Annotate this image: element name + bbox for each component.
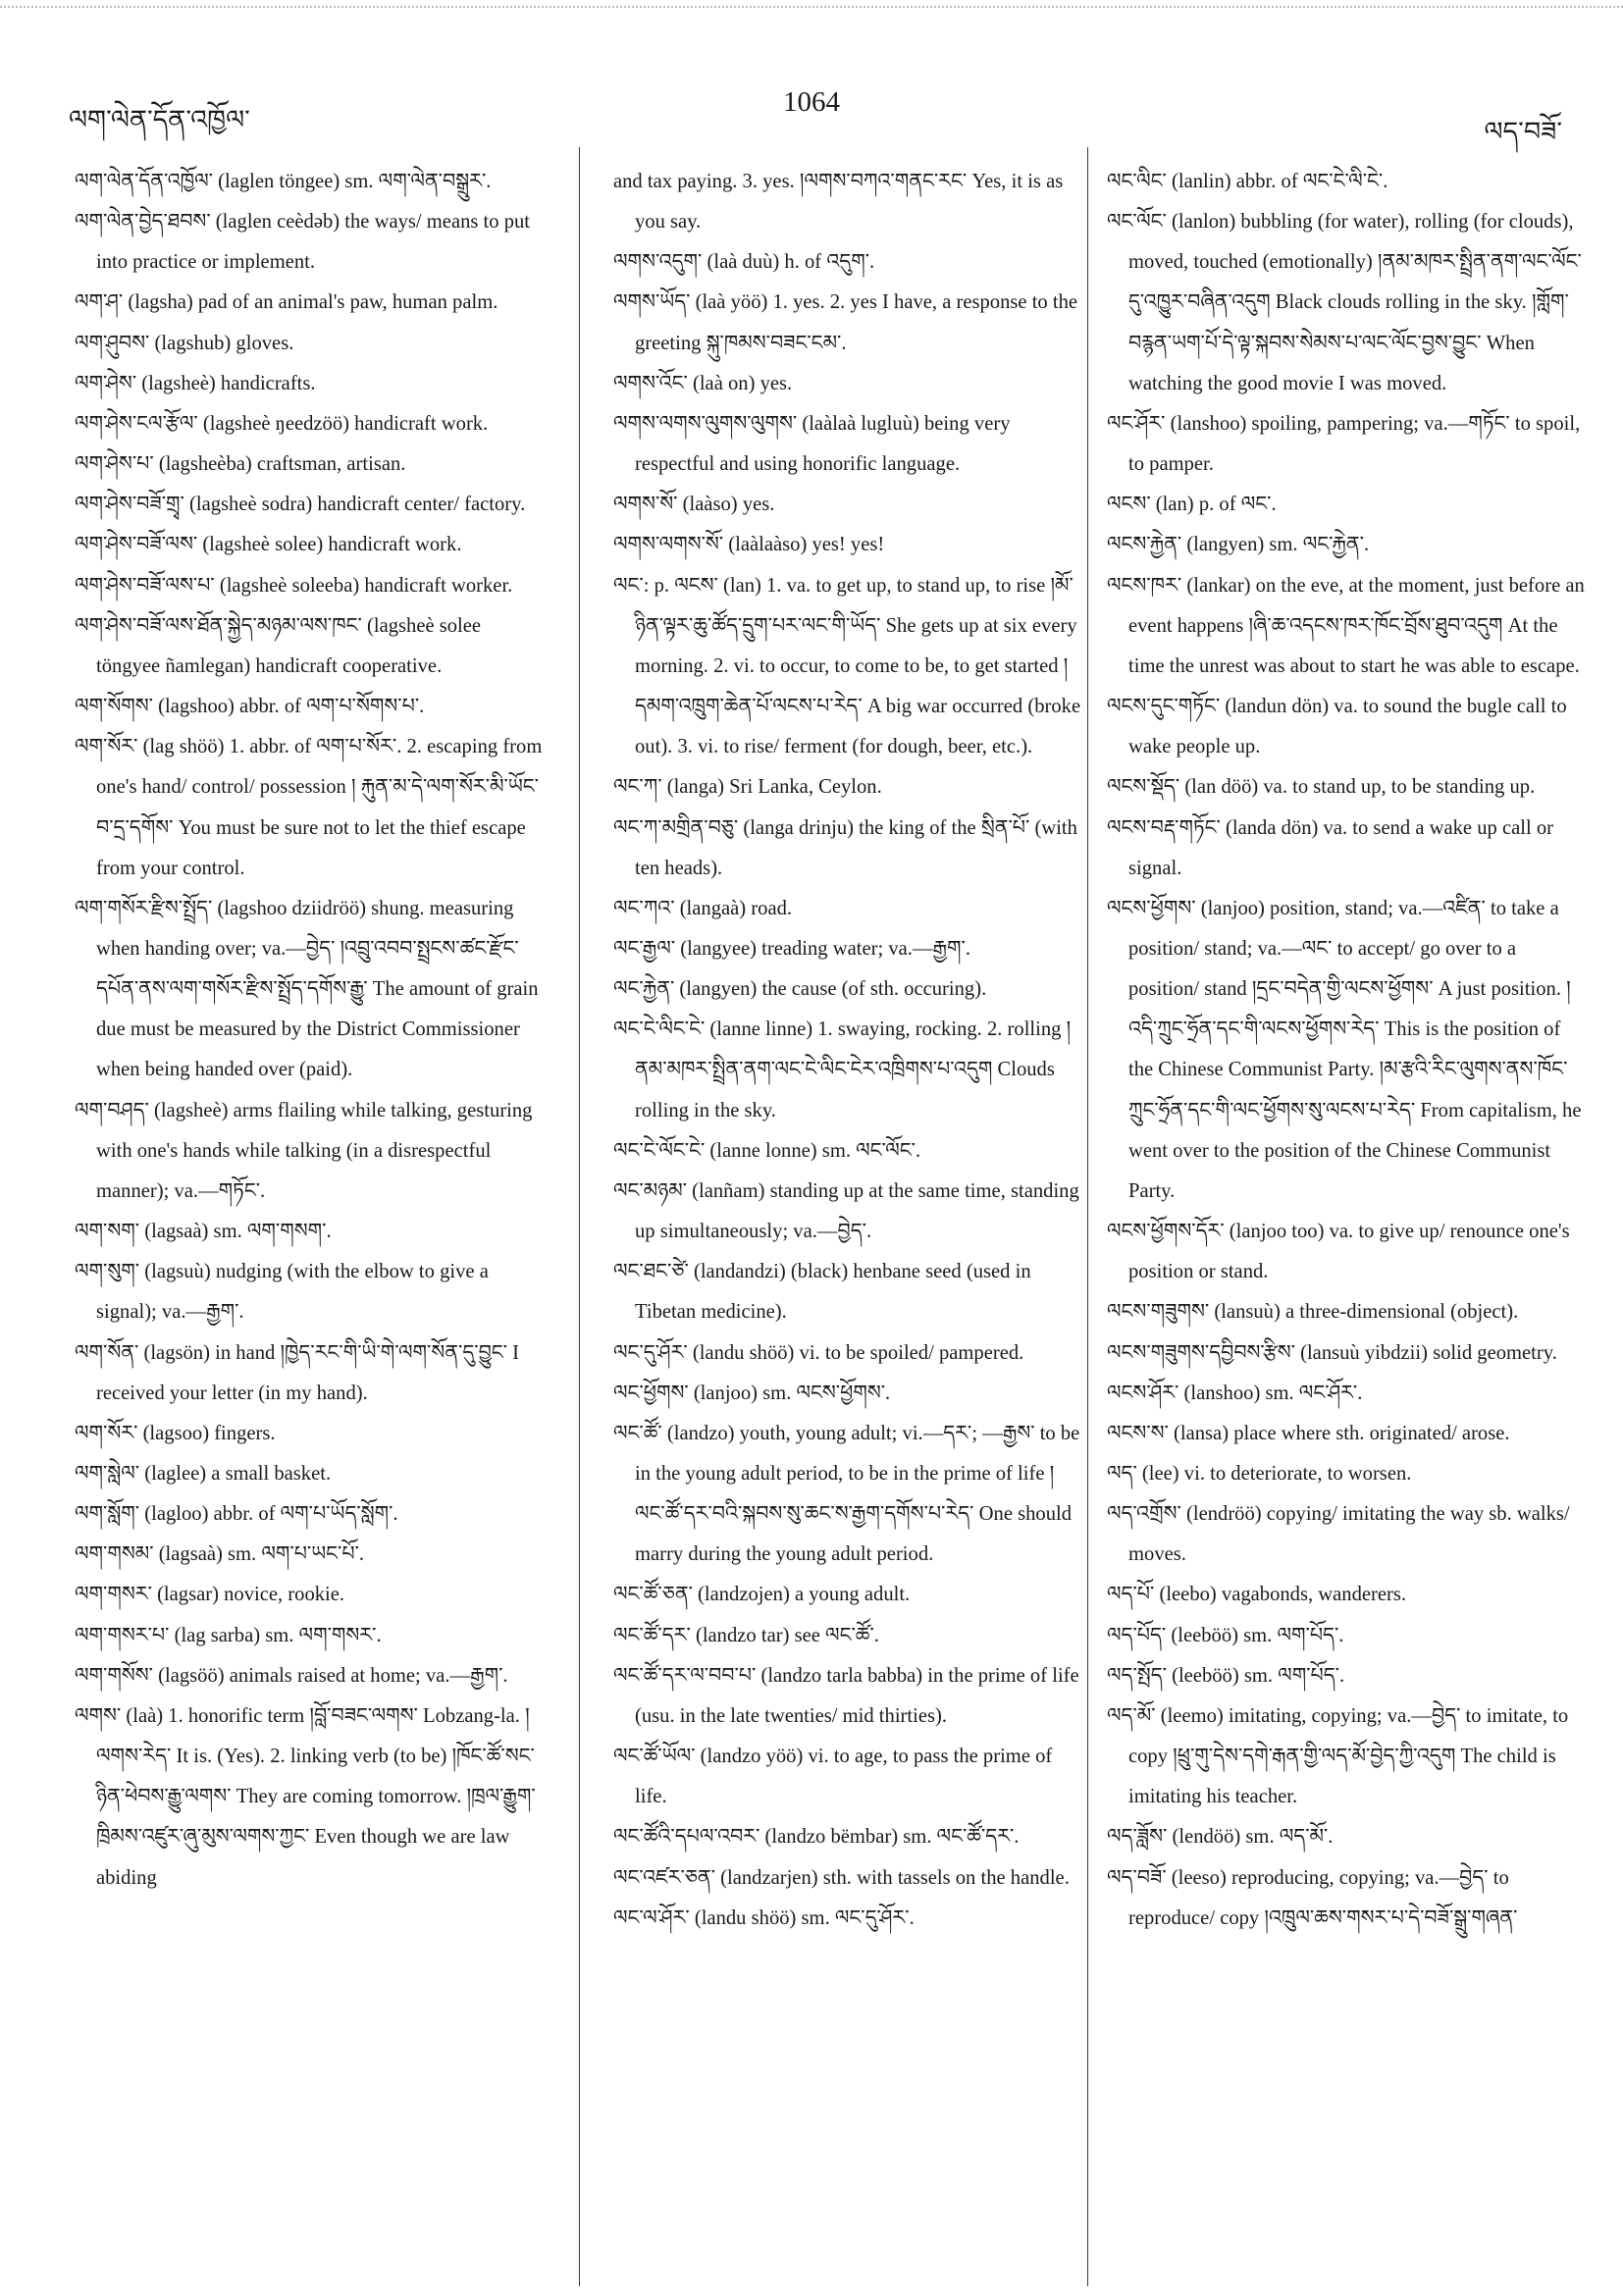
dictionary-entry: ལགས་ལགས་སོ་ (laàlaàso) yes! yes! (613, 534, 885, 556)
dictionary-entry: ལང་འཛར་ཅན་ (landzarjen) sth. with tassels on the handle. (613, 1866, 1070, 1889)
dictionary-entry: ལང་ཀ་མགྲིན་བཅུ་ (langa drinju) the king of the སྲིན་པོ་ (with ten heads). (613, 816, 1077, 879)
dictionary-entry: and tax paying. 3. yes. །ལགས་བཀའ་གནང་རང་ Yes, it is as you say. (613, 171, 1064, 234)
dictionary-entry: ལངས་དུང་གཏོང་ (landun dön) va. to sound the bugle call to wake people up. (1107, 696, 1567, 758)
dictionary-entry: ལངས་སྡོད་ (lan döö) va. to stand up, to be standing up. (1107, 776, 1536, 799)
dictionary-entry: ལང་ལོང་ (lanlon) bubbling (for water), rolling (for clouds), moved, touched (emotionally) །ནམ་མཁར་སྤྲིན་ནག་ལང་ལོང་དུ་འཁྱུར་བཞིན་འདུག Black clouds rolling in the sky. །གློག་བརྙན་ཡག་པོ་དེ་ལྟ་སྐབས་སེམས་པ་ལང་ལོང་བྱས་བྱུང་ When watching the good movie I was moved. (1107, 211, 1582, 394)
dictionary-entry: ལག་ཤེས་ངལ་རྩོལ་ (lagsheè ŋeedzöö) handicraft work. (75, 412, 489, 435)
dictionary-entry: ལག་གསམ་ (lagsaà) sm. ལག་པ་ཡང་པོ་. (75, 1543, 365, 1566)
dictionary-entry: ལད་བཟོ་ (leeso) reproducing, copying; va.—བྱེད་ to reproduce/ copy །འཁྲུལ་ཆས་གསར་པ་དེ་བཟོ་སྒྲུ་གཞན་ (1107, 1866, 1518, 1929)
dictionary-entry: ལངས་ཕྱོགས་དོར་ (lanjoo too) va. to give up/ renounce one's position or stand. (1107, 1221, 1570, 1283)
dictionary-entry: ལང་ཚོ་ཅན་ (landzojen) a young adult. (613, 1584, 911, 1606)
dictionary-entry: ལག་སོན་ (lagsön) in hand །ཁྱེད་རང་གི་ཡི་གེ་ལག་སོན་དུ་བྱུང་ I received your letter (in my hand). (75, 1341, 519, 1404)
column-divider-2 (1087, 147, 1088, 2286)
column-divider-1 (579, 147, 580, 2286)
dictionary-entry: ལག་གསར་པ་ (lag sarba) sm. ལག་གསར་. (75, 1624, 382, 1646)
dictionary-entry: ལག་ལེན་བྱེད་ཐབས་ (laglen ceèdəb) the ways/ means to put into practice or implement. (75, 211, 531, 274)
dictionary-entry: ལད་ (lee) vi. to deteriorate, to worsen. (1107, 1463, 1412, 1485)
dictionary-entry: ལད་ཟློས་ (lendöö) sm. ལད་མོ་. (1107, 1826, 1334, 1849)
dictionary-entry: ལགས་ (laà) 1. honorific term །བློ་བཟང་ལགས་ Lobzang-la. །ལགས་རེད་ It is. (Yes). 2. linking verb (to be) །ཁོང་ཚོ་སང་ཉིན་ཕེབས་རྒྱུ་ལགས་ They are coming tomorrow. །ཁྲལ་རྒྱུག་ཁྲིམས་འཛུར་ཞུ་མུས་ལགས་ཀྱང་ Even though we are law abiding (75, 1704, 536, 1889)
dictionary-entry: ལངས་ཕྱོགས་ (lanjoo) position, stand; va.—འཛིན་ to take a position/ stand; va.—ལང་ to accept/ go over to a position/ stand །དྲང་བདེན་གྱི་ལངས་ཕྱོགས་ A just position. །འདི་ཀྲུང་ཧྲོན་དང་གི་ལངས་ཕྱོགས་རེད་ This is the position of the Chinese Communist Party. །མ་རྩའི་རིང་ལུགས་ནས་ཁོང་ཀྲུང་ཧྲོན་དང་གི་ལང་ཕྱོགས་སུ་ལངས་པ་རེད་ From capitalism, he went over to the position of the Chinese Communist Party. (1107, 897, 1582, 1202)
dictionary-entry: ལད་པོ་ (leebo) vagabonds, wanderers. (1107, 1584, 1407, 1606)
dictionary-entry: ལང་ཕྱོགས་ (lanjoo) sm. ལངས་ཕྱོགས་. (613, 1382, 891, 1404)
dictionary-entry: ལང་དུ་ཤོར་ (landu shöö) vi. to be spoiled/ pampered. (613, 1341, 1024, 1364)
dictionary-entry: ལངས་བརྡ་གཏོང་ (landa dön) va. to send a wake up call or signal. (1107, 816, 1553, 879)
dictionary-entry: ལག་སླེལ་ (laglee) a small basket. (75, 1463, 332, 1485)
dictionary-entry: ལགས་འདུག་ (laà duù) h. of འདུག་. (613, 251, 875, 274)
dictionary-entry: ལངས་ཤོར་ (lanshoo) sm. ལང་ཤོར་. (1107, 1382, 1363, 1404)
dictionary-entry: ལང་ལིང་ (lanlin) abbr. of ལང་ངེ་ལི་ངེ་. (1107, 171, 1388, 192)
dictionary-entry: ལང་ཚོའི་དཔལ་འབར་ (landzo bëmbar) sm. ལང་ཚོ་དར་. (613, 1826, 1020, 1849)
dictionary-entry: ལངས་ཁར་ (lankar) on the eve, at the moment, just before an event happens །ཞི་ཆ་འདངས་ཁར་ཁོང་བྲོས་ཐུབ་འདུག At the time the unrest was about to start he was able to escape. (1107, 574, 1585, 677)
dictionary-entry: ལང་རྒྱལ་ (langyee) treading water; va.—རྒྱག་. (613, 937, 970, 960)
dictionary-entry: ལངས་རྐྱེན་ (langyen) sm. ལང་རྐྱེན་. (1107, 534, 1370, 556)
dictionary-entry: ལག་སག་ (lagsaà) sm. ལག་གསག་. (75, 1221, 332, 1243)
header-left-headword: ལག་ལེན་དོན་འཁྱོལ་ (69, 105, 250, 134)
dictionary-entry: ལང་ཚོ་དར་ (landzo tar) see ལང་ཚོ་. (613, 1624, 879, 1646)
dictionary-entry: ལག་སོར་ (lagsoo) fingers. (75, 1422, 276, 1444)
dictionary-entry: ལགས་ལགས་ལུགས་ལུགས་ (laàlaà lugluù) being very respectful and using honorific language. (613, 412, 1011, 476)
header-right-headword: ལད་བཟོ་ (1484, 117, 1562, 146)
dictionary-entry: ལག་ཤེས་བཟོ་ལས་ (lagsheè solee) handicraft work. (75, 534, 462, 556)
dictionary-entry: ལགས་འོང་ (laà on) yes. (613, 372, 793, 394)
dictionary-entry: ལང་ཀའ་ (langaà) road. (613, 897, 793, 919)
dictionary-entry: ལང་: p. ལངས་ (lan) 1. va. to get up, to stand up, to rise །མོ་ཉིན་ལྟར་ཆུ་ཚོད་དྲུག་པར་ལང་གི་ཡོད་ She gets up at six every morning. 2. vi. to occur, to come to be, to get started །དམག་འཁྲུག་ཆེན་པོ་ལངས་པ་རེད་ A big war occurred (broke out). 3. vi. to rise/ ferment (for dough, beer, etc.). (613, 574, 1081, 758)
dictionary-entry: ལག་ཤེས་བཟོ་ལས་ཐོན་སྐྱེད་མཉམ་ལས་ཁང་ (lagsheè solee töngyee ñamlegan) handicraft cooperative. (75, 614, 482, 677)
dictionary-entry: ལགས་སོ་ (laàso) yes. (613, 494, 775, 516)
dictionary-entry: ལག་གསོས་ (lagsöö) animals raised at home; va.—རྒྱག་. (75, 1664, 508, 1687)
dictionary-entry: ལང་ཚོ་དར་ལ་བབ་པ་ (landzo tarla babba) in the prime of life (usu. in the late twenties/ mid thirties). (613, 1664, 1079, 1727)
dictionary-entry: ལག་གསོར་རྫིས་སྤྲོད་ (lagshoo dziidröö) shung. measuring when handing over; va.—བྱེད་ །འབྲུ་འབབ་སྤྲངས་ཚང་རྫོང་དཔོན་ནས་ལག་གསོར་རྫིས་སྤྲོད་དགོས་རྒྱུ་ The amount of grain due must be measured by the District Commissioner when being handed over (paid). (75, 897, 539, 1081)
dictionary-entry: ལག་ཤུབས་ (lagshub) gloves. (75, 332, 294, 354)
dictionary-entry: ལང་མཉམ་ (lanñam) standing up at the same time, standing up simultaneously; va.—བྱེད་. (613, 1179, 1079, 1243)
dictionary-entry: ལག་གསར་ (lagsar) novice, rookie. (75, 1584, 345, 1606)
dictionary-entry: ལག་ཤེས་བཟོ་ལས་པ་ (lagsheè soleeba) handicraft worker. (75, 574, 513, 597)
dictionary-entry: ལང་ཤོར་ (lanshoo) spoiling, pampering; va.—གཏོང་ to spoil, to pamper. (1107, 412, 1581, 476)
dictionary-entry: ལག་ཤེས་ (lagsheè) handicrafts. (75, 372, 316, 394)
dictionary-entry: ལངས་གཟུགས་ (lansuù) a three-dimensional (object). (1107, 1301, 1519, 1324)
dictionary-entry: ལངས་ (lan) p. of ལང་. (1107, 494, 1277, 516)
dictionary-entry: ལང་ངེ་ལིང་ངེ་ (lanne linne) 1. swaying, rocking. 2. rolling །ནམ་མཁར་སྤྲིན་ནག་ལང་ངེ་ལིང་ངེར་འཁྲིགས་པ་འདུག Clouds rolling in the sky. (613, 1018, 1072, 1122)
page-number: 1064 (783, 86, 840, 118)
dictionary-entry: ལང་རྐྱེན་ (langyen) the cause (of sth. occuring). (613, 978, 987, 1001)
dictionary-entry: ལང་ངེ་ལོང་ངེ་ (lanne lonne) sm. ལང་ལོང་. (613, 1139, 921, 1162)
dictionary-entry: ལང་ཐང་ཙེ་ (landandzi) (black) henbane seed (used in Tibetan medicine). (613, 1261, 1031, 1324)
dictionary-entry: ལད་འགྲོས་ (lendröö) copying/ imitating the way sb. walks/ moves. (1107, 1503, 1570, 1566)
dictionary-entry: ལད་སྤོད་ (leeböö) sm. ལག་པོད་. (1107, 1664, 1345, 1687)
dictionary-entry: ལག་ཤ་ (lagsha) pad of an animal's paw, human palm. (75, 291, 498, 314)
dictionary-entry: ལད་མོ་ (leemo) imitating, copying; va.—བྱེད་ to imitate, to copy །ཕྲུ་གུ་དེས་དགེ་རྒན་གྱི་ལད་མོ་བྱེད་ཀྱི་འདུག The child is imitating his teacher. (1107, 1704, 1569, 1808)
dictionary-entry: ལད་པོད་ (leeböö) sm. ལག་པོད་. (1107, 1624, 1344, 1646)
dictionary-entry: ལང་ཀ་ (langa) Sri Lanka, Ceylon. (613, 776, 882, 799)
dictionary-entry: ལང་ཚོ་ (landzo) youth, young adult; vi.—དར་; —རྒྱས་ to be in the young adult period, to be in the prime of life །ལང་ཚོ་དར་བའི་སྐབས་སུ་ཆང་ས་རྒྱག་དགོས་པ་རེད་ One should marry during the young adult period. (613, 1422, 1080, 1566)
dictionary-entry: ལག་ཤེས་བཟོ་གྲྭ་ (lagsheè sodra) handicraft center/ factory. (75, 494, 526, 516)
dictionary-column-3 (1107, 162, 1588, 1939)
dictionary-entry: ལག་བཤད་ (lagsheè) arms flailing while talking, gesturing with one's hands while talking (in a disrespectful manner); va.—གཏོང་. (75, 1099, 533, 1202)
dictionary-entry: ལག་ཤེས་པ་ (lagsheèba) craftsman, artisan. (75, 453, 406, 476)
dictionary-entry: ལག་སོགས་ (lagshoo) abbr. of ལག་པ་སོགས་པ་. (75, 696, 425, 718)
dictionary-entry: ལང་ལ་ཤོར་ (landu shöö) sm. ལང་དུ་ཤོར་. (613, 1906, 915, 1929)
scan-edge-line (0, 6, 1623, 8)
dictionary-column-2 (613, 162, 1082, 1939)
dictionary-column-1 (75, 162, 544, 1899)
dictionary-entry: ལག་སློག་ (lagloo) abbr. of ལག་པ་ཡོད་སློག་. (75, 1503, 398, 1526)
dictionary-entry: ལངས་ས་ (lansa) place where sth. originated/ arose. (1107, 1422, 1510, 1444)
dictionary-entry: ལང་ཚོ་ཡོལ་ (landzo yöö) vi. to age, to pass the prime of life. (613, 1746, 1053, 1808)
dictionary-entry: ལག་སོར་ (lag shöö) 1. abbr. of ལག་པ་སོར་. 2. escaping from one's hand/ control/ possession ། རྐུན་མ་དེ་ལག་སོར་མི་ཡོང་བ་དྲ་དགོས་ You must be sure not to let the thief escape from your control. (75, 736, 543, 879)
dictionary-entry: ལག་ལེན་དོན་འཁྱོལ་ (laglen töngee) sm. ལག་ལེན་བསྒྲུར་. (75, 171, 492, 192)
dictionary-entry: ལག་སུག་ (lagsuù) nudging (with the elbow to give a signal); va.—རྒྱག་. (75, 1261, 489, 1324)
dictionary-entry: ལགས་ཡོད་ (laà yöö) 1. yes. 2. yes I have, a response to the greeting སྐུ་ཁམས་བཟང་ངམ་. (613, 291, 1078, 354)
dictionary-entry: ལངས་གཟུགས་དབྱིབས་རྩིས་ (lansuù yibdzii) solid geometry. (1107, 1341, 1557, 1364)
